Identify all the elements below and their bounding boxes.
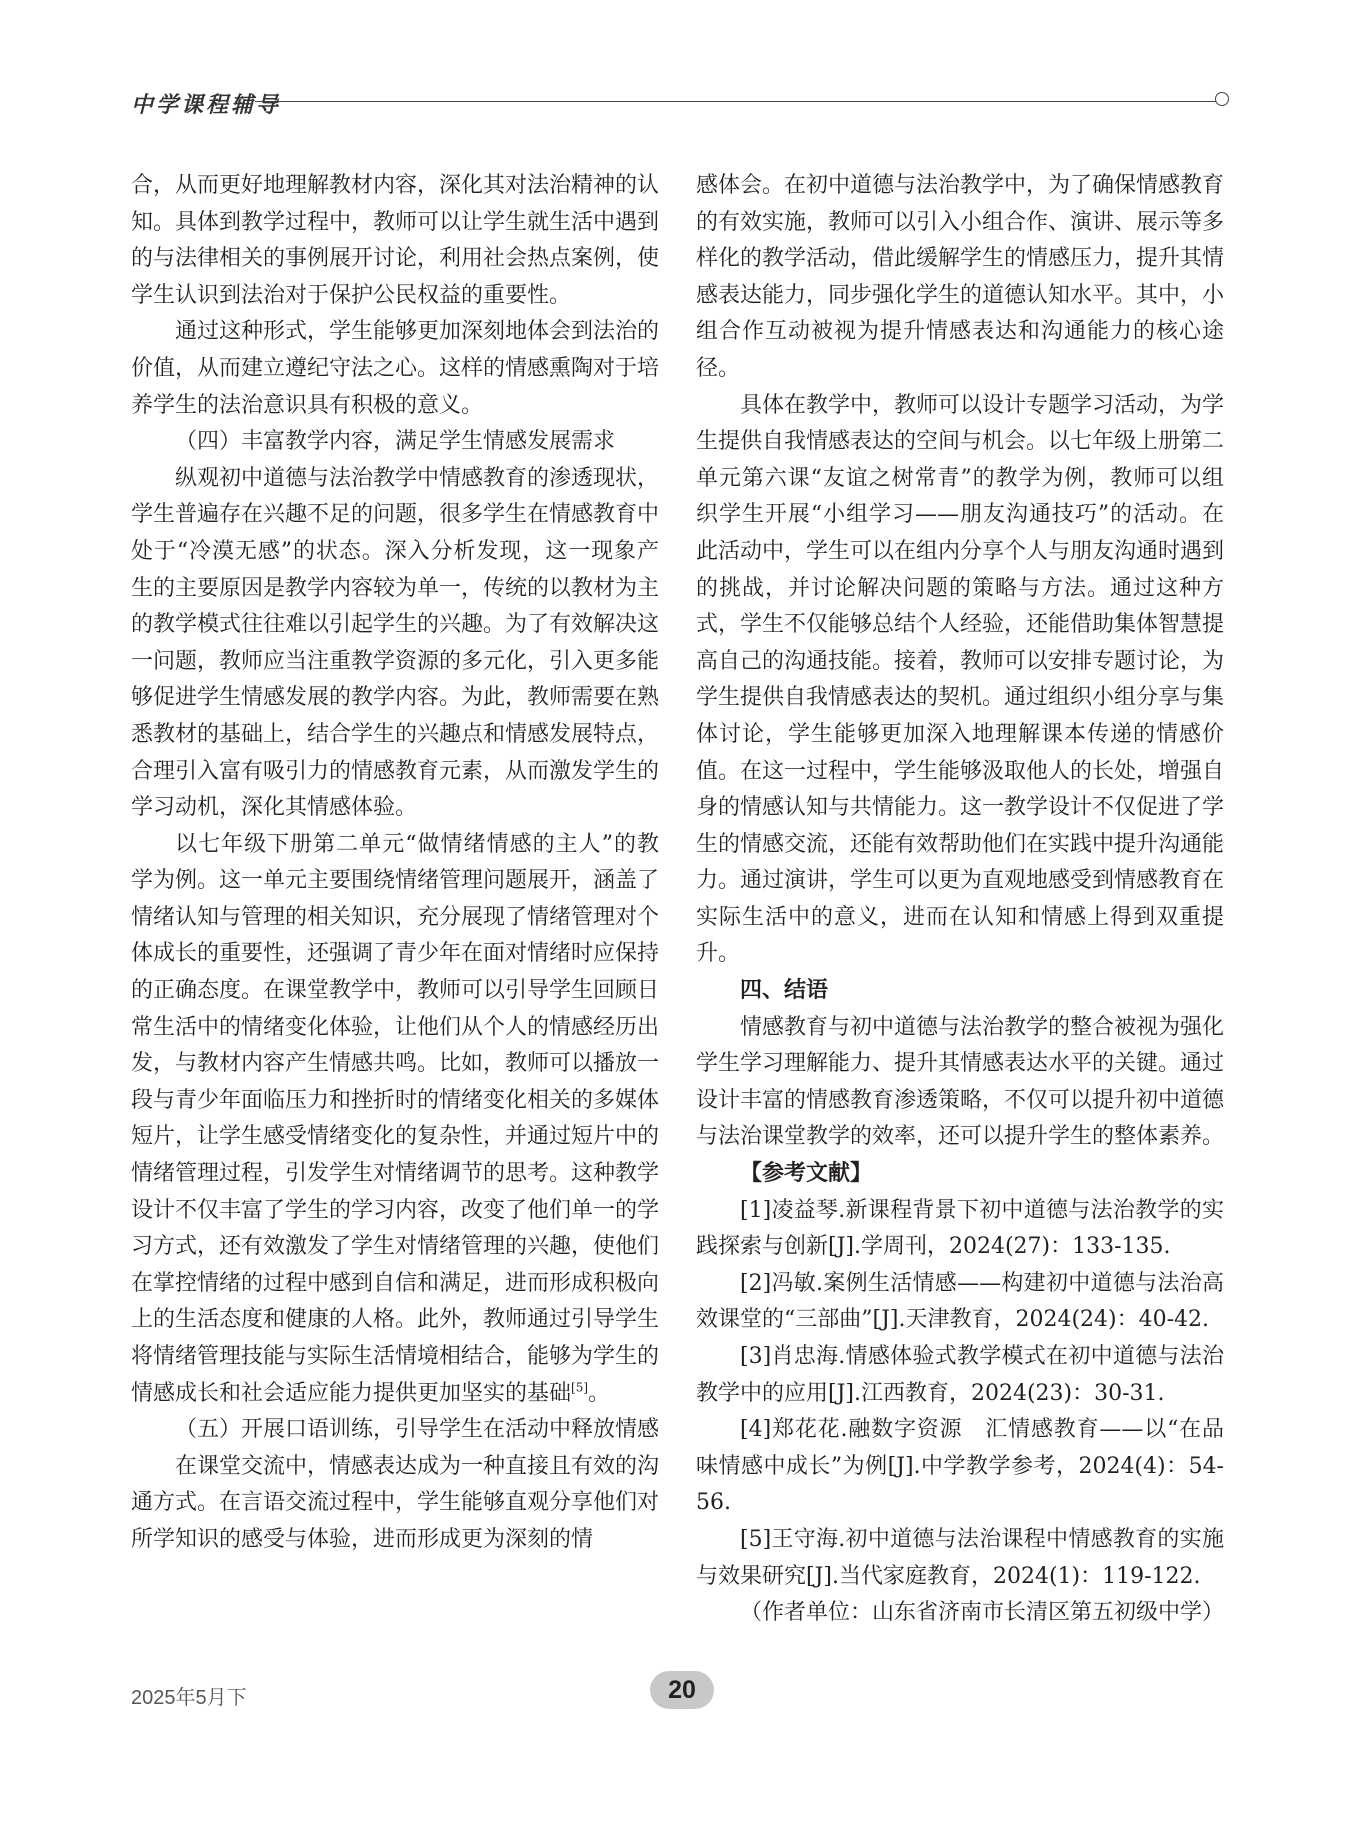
reference-item: [4]郑花花.融数字资源 汇情感教育——以“在品味情感中成长”为例[J].中学教学参考，2024(4)：54-56. [696, 1417, 1224, 1516]
paragraph-end: 。 [588, 1380, 611, 1406]
paragraph: 纵观初中道德与法治教学中情感教育的渗透现状，学生普遍存在兴趣不足的问题，很多学生在情感教育中处于“冷漠无感”的状态。深入分析发现，这一现象产生的主要原因是教学内容较为单一，传统的以教材为主的教学模式往往难以引起学生的兴趣。为了有效解决这一问题，教师应当注重教学资源的多元化，引入更多能够促进学生情感发展的教学内容。为此，教师需要在熟悉教材的基础上，结合学生的兴趣点和情感发展特点，合理引入富有吸引力的情感教育元素，从而激发学生的学习动机，深化其情感体验。 [131, 465, 660, 821]
left-column [131, 168, 659, 1559]
paragraph: 情感教育与初中道德与法治教学的整合被视为强化学生学习理解能力、提升其情感表达水平的关键。通过设计丰富的情感教育渗透策略，不仅可以提升初中道德与法治课堂教学的效率，还可以提升学生的整体素养。 [696, 1014, 1225, 1150]
paragraph [131, 827, 659, 1413]
page-number: 20 [650, 1671, 714, 1709]
paragraph: 合，从而更好地理解教材内容，深化其对法治精神的认知。具体到教学过程中，教师可以让学生就生活中遇到的与法律相关的事例展开讨论，利用社会热点案例，使学生认识到法治对于保护公民权益的重要性。 [131, 173, 660, 308]
citation-marker: [5] [571, 1380, 589, 1395]
reference-item: [5]王守海.初中道德与法治课程中情感教育的实施与效果研究[J].当代家庭教育，2024(1)：119-122. [696, 1526, 1224, 1589]
header-circle-ornament [1215, 92, 1229, 106]
author-unit: （作者单位：山东省济南市长清区第五初级中学） [740, 1600, 1225, 1626]
journal-title: 中学课程辅导 [131, 92, 282, 118]
reference-item: [2]冯敏.案例生活情感——构建初中道德与法治高效课堂的“三部曲”[J].天津教育，2024(24)：40-42. [696, 1270, 1224, 1333]
right-column [696, 168, 1224, 1632]
reference-item: [1]凌益琴.新课程背景下初中道德与法治教学的实践探索与创新[J].学周刊，2024(27)：133-135. [696, 1197, 1224, 1260]
header-rule [255, 101, 1217, 102]
paragraph: 通过这种形式，学生能够更加深刻地体会到法治的价值，从而建立遵纪守法之心。这样的情感熏陶对于培养学生的法治意识具有积极的意义。 [131, 319, 660, 418]
issue-date: 2025年5月下 [131, 1687, 247, 1709]
reference-item: [3]肖忠海.情感体验式教学模式在初中道德与法治教学中的应用[J].江西教育，2024(23)：30-31. [696, 1344, 1224, 1406]
section-heading: （四）丰富教学内容，满足学生情感发展需求 [175, 429, 616, 455]
section-heading: （五）开展口语训练，引导学生在活动中释放情感 [175, 1417, 660, 1443]
paragraph-text: 以七年级下册第二单元“做情绪情感的主人”的教学为例。这一单元主要围绕情绪管理问题展开，涵盖了情绪认知与管理的相关知识，充分展现了情绪管理对个体成长的重要性，还强调了青少年在面对情绪时应保持的正确态度。在课堂教学中，教师可以引导学生回顾日常生活中的情绪变化体验，让他们从个人的情感经历出发，与教材内容产生情感共鸣。比如，教师可以播放一段与青少年面临压力和挫折时的情绪变化相关的多媒体短片，让学生感受情绪变化的复杂性，并通过短片中的情绪管理过程，引发学生对情绪调节的思考。这种教学设计不仅丰富了学生的学习内容，改变了他们单一的学习方式，还有效激发了学生对情绪管理的兴趣，使他们在掌控情绪的过程中感到自信和满足，进而形成积极向上的生活态度和健康的人格。此外，教师通过引导学生将情绪管理技能与实际生活情境相结合，能够为学生的情感成长和社会适应能力提供更加坚实的基础 [131, 831, 660, 1406]
paragraph: 感体会。在初中道德与法治教学中，为了确保情感教育的有效实施，教师可以引入小组合作、演讲、展示等多样化的教学活动，借此缓解学生的情感压力，提升其情感表达能力，同步强化学生的道德认知水平。其中，小组合作互动被视为提升情感表达和沟通能力的核心途径。 [696, 173, 1225, 381]
references-heading: 【参考文献】 [740, 1161, 873, 1187]
conclusion-heading: 四、结语 [740, 978, 829, 1004]
paragraph: 在课堂交流中，情感表达成为一种直接且有效的沟通方式。在言语交流过程中，学生能够直观分享他们对所学知识的感受与体验，进而形成更为深刻的情 [131, 1453, 660, 1552]
paragraph: 具体在教学中，教师可以设计专题学习活动，为学生提供自我情感表达的空间与机会。以七年级上册第二单元第六课“友谊之树常青”的教学为例，教师可以组织学生开展“小组学习——朋友沟通技巧”的活动。在此活动中，学生可以在组内分享个人与朋友沟通时遇到的挑战，并讨论解决问题的策略与方法。通过这种方式，学生不仅能够总结个人经验，还能借助集体智慧提高自己的沟通技能。接着，教师可以安排专题讨论，为学生提供自我情感表达的契机。通过组织小组分享与集体讨论，学生能够更加深入地理解课本传递的情感价值。在这一过程中，学生能够汲取他人的长处，增强自身的情感认知与共情能力。这一教学设计不仅促进了学生的情感交流，还能有效帮助他们在实践中提升沟通能力。通过演讲，学生可以更为直观地感受到情感教育在实际生活中的意义，进而在认知和情感上得到双重提升。 [696, 392, 1225, 967]
